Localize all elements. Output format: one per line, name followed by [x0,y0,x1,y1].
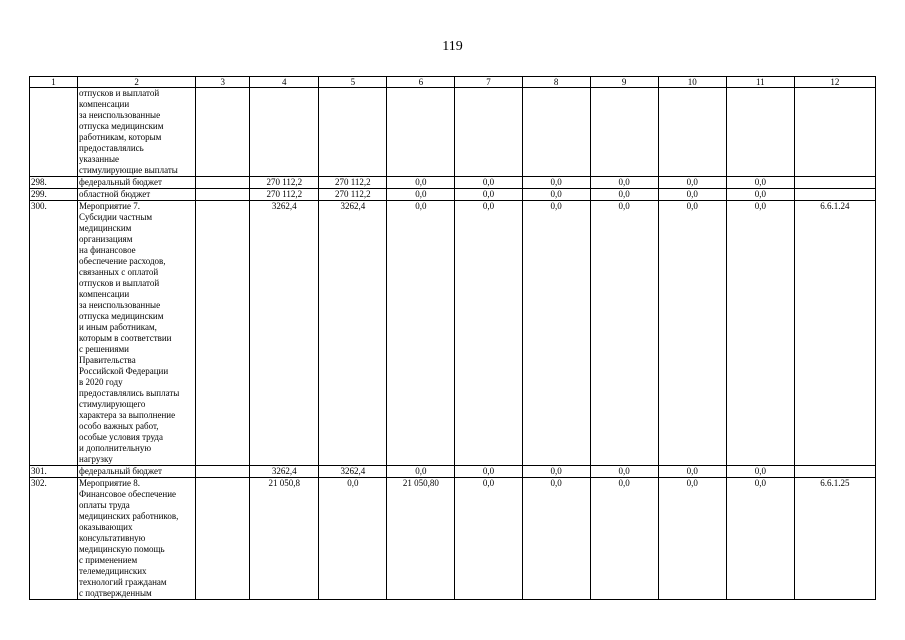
column-header: 1 [30,77,78,88]
description-line: с решениями [79,344,129,354]
value-cell-c4: 3262,4 [250,201,319,466]
table-row [30,177,876,189]
row-number: 299. [30,189,78,201]
value-cell-c10: 0,0 [658,177,726,189]
row-description [78,466,196,478]
row-description [78,177,196,189]
value-cell-c9: 0,0 [590,478,658,600]
description-line: федеральный бюджет [79,466,162,476]
value-cell-c8: 0,0 [522,201,590,466]
value-cell-c9: 0,0 [590,177,658,189]
value-cell-c6: 0,0 [387,466,455,478]
column-header: 7 [455,77,522,88]
description-line: связанных с оплатой [79,267,159,277]
value-cell-c8: 0,0 [522,189,590,201]
row-description [78,478,196,600]
value-cell-c8: 0,0 [522,466,590,478]
value-cell-c3 [196,177,250,189]
value-cell-c5: 3262,4 [319,466,387,478]
column-header: 5 [319,77,387,88]
indicator-code-cell: 6.6.1.25 [794,478,875,600]
description-line: федеральный бюджет [79,177,162,187]
column-header: 2 [78,77,196,88]
value-cell-c7: 0,0 [455,201,522,466]
value-cell-c11: 0,0 [726,478,794,600]
value-cell-c10: 0,0 [658,201,726,466]
table-row [30,478,876,600]
table-row [30,466,876,478]
value-cell-c7: 0,0 [455,466,522,478]
description-line: особые условия труда [79,432,164,442]
description-line: предоставлялись выплаты [79,388,180,398]
description-line: отпуска медицинским [79,311,164,321]
row-description [78,201,196,466]
column-header: 3 [196,77,250,88]
description-line: оплаты труда [79,500,130,510]
description-line: областной бюджет [79,189,151,199]
value-cell-c11: 0,0 [726,466,794,478]
indicator-code-cell [794,466,875,478]
description-line: Субсидии частным [79,212,153,222]
value-cell-c3 [196,466,250,478]
value-cell-c4: 21 050,8 [250,478,319,600]
value-cell-c9 [590,88,658,177]
description-line: медицинских работников, [79,511,179,521]
description-line: компенсации [79,289,130,299]
description-line: предоставлялись [79,143,144,153]
value-cell-c6: 0,0 [387,189,455,201]
value-cell-c10 [658,88,726,177]
value-cell-c9: 0,0 [590,201,658,466]
value-cell-c7: 0,0 [455,189,522,201]
column-header: 11 [726,77,794,88]
description-line: телемедицинских [79,566,147,576]
description-line: характера за выполнение [79,410,176,420]
column-header: 10 [658,77,726,88]
value-cell-c11: 0,0 [726,177,794,189]
description-line: нагрузку [79,454,113,464]
value-cell-c3 [196,189,250,201]
indicator-code-cell [794,88,875,177]
description-line: стимулирующие выплаты [79,165,178,175]
table-row [30,201,876,466]
column-header: 9 [590,77,658,88]
indicator-code-cell [794,189,875,201]
description-line: на финансовое [79,245,136,255]
description-line: медицинским [79,223,132,233]
page-number: 119 [442,39,463,54]
description-line: с применением [79,555,138,565]
value-cell-c8 [522,88,590,177]
description-line: и дополнительную [79,443,152,453]
description-line: Российской Федерации [79,366,169,376]
value-cell-c5: 3262,4 [319,201,387,466]
row-number [30,88,78,177]
row-number: 302. [30,478,78,600]
description-line: Мероприятие 7. [79,201,140,211]
value-cell-c6 [387,88,455,177]
value-cell-c7: 0,0 [455,478,522,600]
value-cell-c10: 0,0 [658,189,726,201]
value-cell-c5 [319,88,387,177]
value-cell-c8: 0,0 [522,478,590,600]
row-description [78,88,196,177]
value-cell-c3 [196,201,250,466]
value-cell-c5: 270 112,2 [319,177,387,189]
value-cell-c11 [726,88,794,177]
description-line: оказывающих [79,522,133,532]
column-header: 4 [250,77,319,88]
value-cell-c10: 0,0 [658,466,726,478]
value-cell-c9: 0,0 [590,189,658,201]
description-line: и иным работникам, [79,322,157,332]
value-cell-c6: 0,0 [387,201,455,466]
description-line: отпусков и выплатой [79,88,160,98]
value-cell-c3 [196,478,250,600]
description-line: консультативную [79,533,146,543]
value-cell-c4: 3262,4 [250,466,319,478]
description-line: работникам, которым [79,132,162,142]
table-row [30,88,876,177]
value-cell-c6: 0,0 [387,177,455,189]
column-header: 8 [522,77,590,88]
row-number: 301. [30,466,78,478]
value-cell-c11: 0,0 [726,189,794,201]
description-line: отпуска медицинским [79,121,164,131]
row-number: 300. [30,201,78,466]
value-cell-c11: 0,0 [726,201,794,466]
table-row [30,189,876,201]
description-line: за неиспользованные [79,110,161,120]
description-line: медицинскую помощь [79,544,165,554]
description-line: в 2020 году [79,377,123,387]
description-line: компенсации [79,99,130,109]
description-line: отпусков и выплатой [79,278,160,288]
column-header: 12 [794,77,875,88]
value-cell-c5: 270 112,2 [319,189,387,201]
description-line: которым в соответствии [79,333,172,343]
header-row [30,77,876,88]
value-cell-c4 [250,88,319,177]
value-cell-c3 [196,88,250,177]
description-line: особо важных работ, [79,421,159,431]
value-cell-c6: 21 050,80 [387,478,455,600]
value-cell-c9: 0,0 [590,466,658,478]
indicator-code-cell: 6.6.1.24 [794,201,875,466]
value-cell-c7: 0,0 [455,177,522,189]
indicator-code-cell [794,177,875,189]
value-cell-c7 [455,88,522,177]
description-line: указанные [79,154,120,164]
value-cell-c4: 270 112,2 [250,189,319,201]
description-line: организациям [79,234,133,244]
value-cell-c5: 0,0 [319,478,387,600]
description-line: Правительства [79,355,136,365]
description-line: за неиспользованные [79,300,161,310]
value-cell-c4: 270 112,2 [250,177,319,189]
column-header: 6 [387,77,455,88]
description-line: технологий гражданам [79,577,167,587]
value-cell-c10: 0,0 [658,478,726,600]
description-line: с подтвержденным [79,588,152,598]
description-line: Финансовое обеспечение [79,489,177,499]
row-description [78,189,196,201]
value-cell-c8: 0,0 [522,177,590,189]
row-number: 298. [30,177,78,189]
description-line: стимулирующего [79,399,146,409]
description-line: Мероприятие 8. [79,478,140,488]
description-line: обеспечение расходов, [79,256,166,266]
data-table [29,76,876,600]
